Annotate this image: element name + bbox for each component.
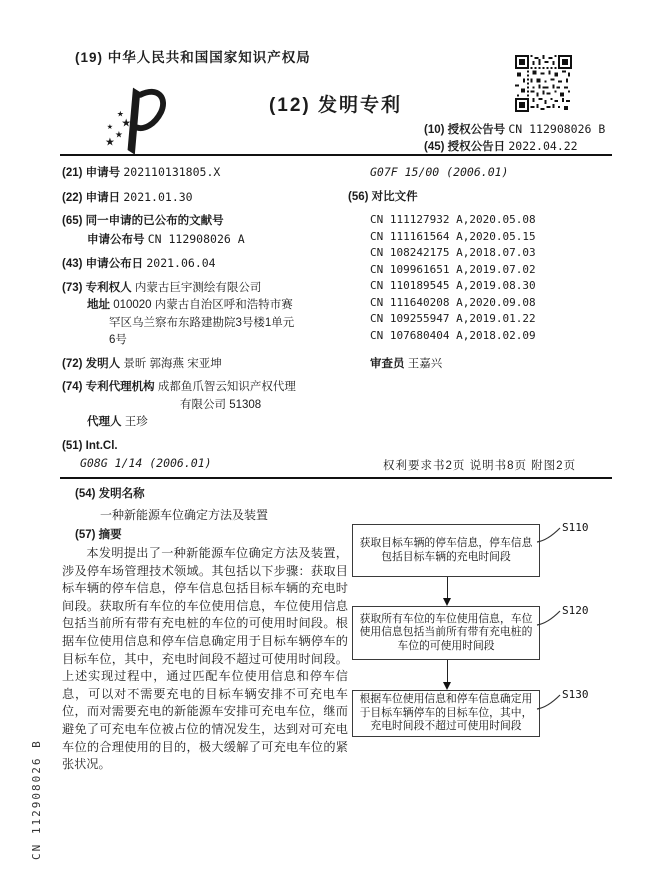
pages-note: 权利要求书2页 说明书8页 附图2页 xyxy=(383,460,577,472)
prior-publication-number-value: CN 112908026 A xyxy=(147,231,245,246)
header-divider xyxy=(60,154,612,156)
application-number-label: (21) 申请号 xyxy=(62,167,121,179)
intcl-class-2: G07F 15/00 (2006.01) xyxy=(370,165,509,179)
agent-value: 王珍 xyxy=(124,416,148,428)
grant-date-label: (45) 授权公告日 xyxy=(424,141,506,153)
step-label: S110 xyxy=(562,521,589,534)
svg-text:★: ★ xyxy=(114,129,124,140)
citation-item: CN 111161564 A,2020.05.15 xyxy=(370,229,536,243)
agency-row xyxy=(62,379,348,432)
flow-arrow-line xyxy=(447,660,448,682)
grant-number-label: (10) 授权公告号 xyxy=(424,124,506,136)
document-kind-title: (12) 发明专利 xyxy=(268,95,403,116)
inventors-row xyxy=(62,356,348,374)
abstract-text: 本发明提出了一种新能源车位确定方法及装置，涉及停车场管理技术领域。其包括以下步骤：获取目标车辆的停车信息，停车信息包括目标车辆的充电时间段。获取所有车位的车位使用信息，车位使用信息包括当前所有带有充电桩的车位的可使用时间段。根据车位使用信息和停车信息确定用于目标车辆停车的目标车位，其中，充电时间段不超过可使用时间段。上述实现过程中，通过匹配车位使用信息和停车信息，可以对不需要充电的目标车辆安排不可充电车位，而对需要充电的新能源车安排可充电车位，继而避免了可充电车位被占位的情况发生，达到对可充电车位的合理使用的目的，极大缓解了可充电车位的紧张状况。 xyxy=(62,546,348,772)
invention-title: 一种新能源车位确定方法及装置 xyxy=(100,508,269,522)
citation-item: CN 107680404 A,2018.02.09 xyxy=(370,328,536,342)
grant-date-value: 2022.04.22 xyxy=(508,139,578,153)
citations-label: (56) 对比文件 xyxy=(348,190,418,203)
publication-date-label: (43) 申请公布日 xyxy=(62,258,144,270)
leader-curve-icon xyxy=(536,694,562,710)
agency-name-line-1: 成都鱼爪智云知识产权代理 xyxy=(157,381,296,393)
abstract-label: (57) 摘要 xyxy=(75,529,122,541)
invention-title-label: (54) 发明名称 xyxy=(75,488,145,500)
citation-item: CN 109255947 A,2019.01.22 xyxy=(370,312,536,325)
citation-item: CN 109961651 A,2019.07.02 xyxy=(370,262,536,276)
intcl-row xyxy=(62,438,348,474)
step-label: S120 xyxy=(562,604,589,617)
step-label: S130 xyxy=(562,688,589,701)
svg-text:★: ★ xyxy=(121,117,131,130)
issuing-office: (19) 中华人民共和国国家知识产权局 xyxy=(75,50,311,65)
prior-publication-label: (65) 同一申请的已公布的文献号 xyxy=(62,215,224,227)
svg-text:★: ★ xyxy=(116,109,125,119)
address-line-2: 罕区乌兰察布东路建勘院3号楼1单元 xyxy=(109,316,295,329)
agency-name-line-2: 有限公司 51308 xyxy=(180,398,262,411)
intcl-class-1: G08G 1/14 (2006.01) xyxy=(80,456,212,470)
citation-item: CN 108242175 A,2018.07.03 xyxy=(370,246,536,259)
flow-arrowhead-icon xyxy=(443,598,451,606)
prior-publication-row xyxy=(62,213,348,249)
address-line-3: 6号 xyxy=(109,334,127,346)
flow-arrowhead-icon xyxy=(443,682,451,690)
section-divider xyxy=(60,477,612,479)
flow-arrow-line xyxy=(447,577,448,598)
grant-number-row xyxy=(424,121,605,137)
citation-item: CN 110189545 A,2019.08.30 xyxy=(370,279,536,292)
leader-curve-icon xyxy=(536,527,562,543)
prior-publication-number-label: 申请公布号 xyxy=(87,233,145,246)
intcl-continued-row xyxy=(370,164,624,183)
citation-item: CN 111127932 A,2020.05.08 xyxy=(370,213,536,226)
inventors-value: 景昕 郭海燕 宋亚坤 xyxy=(123,357,222,370)
examiner-value: 王嘉兴 xyxy=(407,358,443,370)
citations-header-row xyxy=(348,189,624,207)
examiner-row xyxy=(370,356,624,374)
citations-list xyxy=(348,212,624,344)
flowchart-step-box: 根据车位使用信息和停车信息确定用于目标车辆停车的目标车位，其中，充电时间段不超过可使用时间段 xyxy=(352,690,540,737)
application-date-label: (22) 申请日 xyxy=(62,191,121,204)
biblio-left-column xyxy=(62,164,348,480)
intcl-label: (51) Int.Cl. xyxy=(62,439,118,452)
address-line-1: 010020 内蒙古自治区呼和浩特市赛 xyxy=(113,299,293,311)
grant-number-value: CN 112908026 B xyxy=(508,122,606,136)
application-date-row xyxy=(62,189,348,208)
biblio-right-column xyxy=(348,164,624,374)
flowchart-step-box: 获取目标车辆的停车信息，停车信息包括目标车辆的充电时间段 xyxy=(352,524,540,577)
patentee-value: 内蒙古巨宇测绘有限公司 xyxy=(134,281,262,294)
publication-date-value: 2021.06.04 xyxy=(146,256,216,270)
examiner-label: 审查员 xyxy=(370,358,405,370)
application-number-row xyxy=(62,164,348,183)
agent-label: 代理人 xyxy=(87,416,122,428)
svg-text:★: ★ xyxy=(104,136,115,149)
application-date-value: 2021.01.30 xyxy=(123,189,193,204)
svg-text:★: ★ xyxy=(106,122,114,132)
agency-label: (74) 专利代理机构 xyxy=(62,381,155,393)
publication-date-row xyxy=(62,255,348,274)
application-number-value: 202110131805.X xyxy=(123,165,221,179)
patentee-row xyxy=(62,280,348,350)
side-publication-code: CN 112908026 B xyxy=(30,739,43,860)
address-label: 地址 xyxy=(87,299,110,311)
citation-item: CN 111640208 A,2020.09.08 xyxy=(370,295,536,309)
flowchart-step-box: 获取所有车位的车位使用信息，车位使用信息包括当前所有带有充电桩的车位的可使用时间段 xyxy=(352,606,540,660)
patentee-label: (73) 专利权人 xyxy=(62,281,132,294)
grant-date-row xyxy=(424,138,578,154)
inventors-label: (72) 发明人 xyxy=(62,357,121,370)
leader-curve-icon xyxy=(536,610,562,626)
